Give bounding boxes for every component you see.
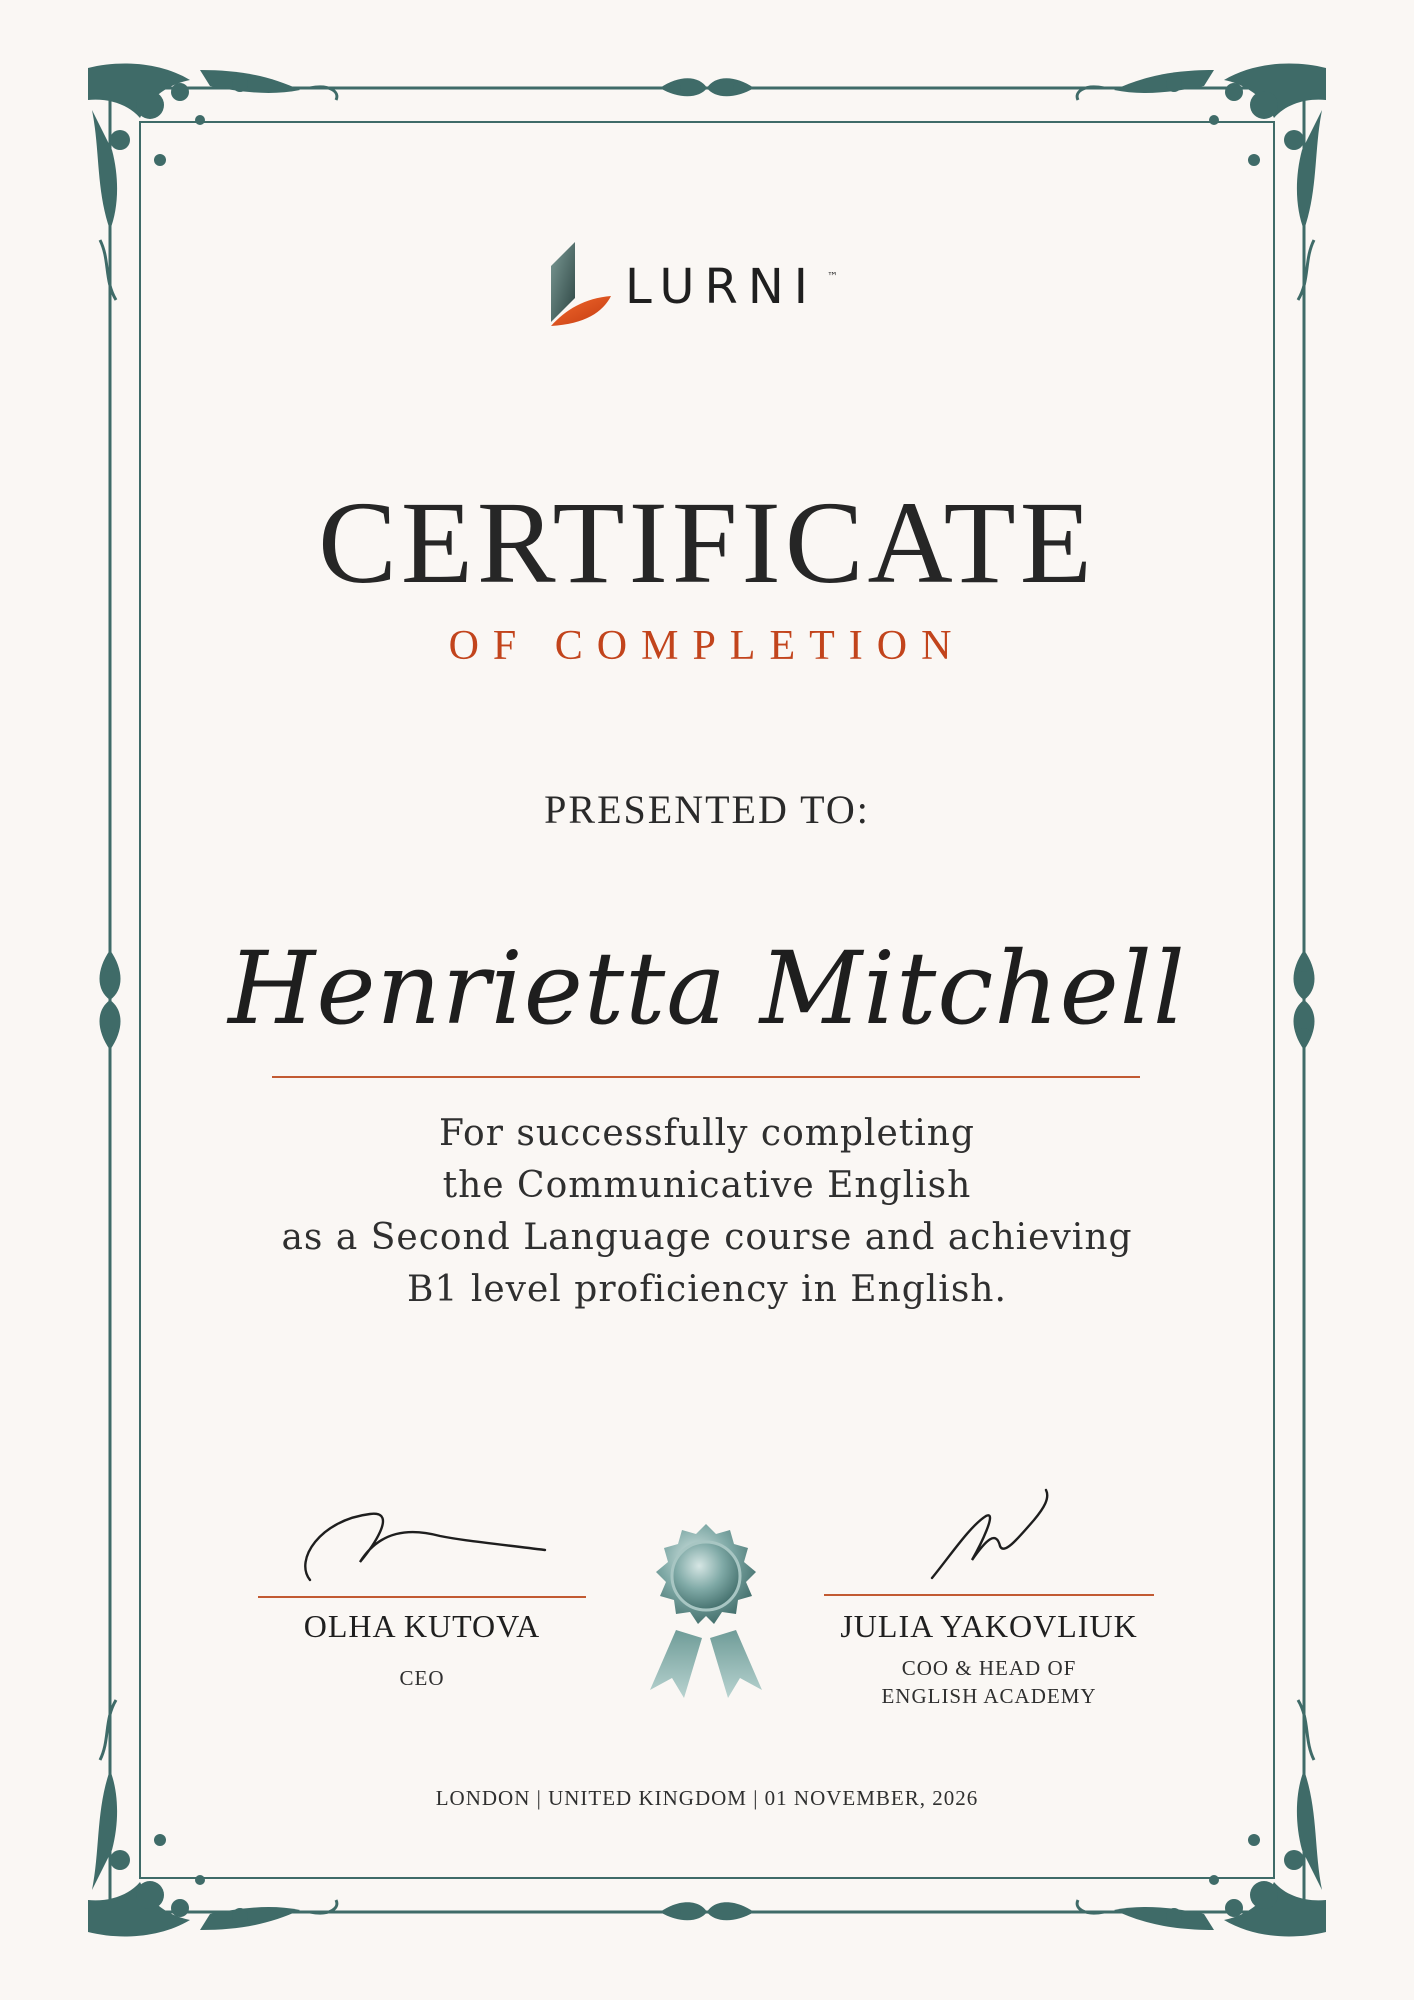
signature-line-right: [824, 1594, 1154, 1596]
certificate-subtitle: OF COMPLETION: [448, 623, 966, 669]
certificate-description: [0, 1108, 1414, 1316]
lurni-leaf-logo-icon: [545, 240, 615, 330]
signatory-role-left: CEO: [399, 1666, 445, 1690]
brand-name: LURNI: [625, 259, 818, 315]
description-line: the Communicative English: [442, 1165, 972, 1206]
signature-olha-kutova: [290, 1500, 550, 1590]
signatory-name-left: OLHA KUTOVA: [303, 1608, 541, 1644]
description-line: For successfully completing: [439, 1113, 975, 1154]
brand-logo: [545, 240, 845, 330]
trademark-mark: ™: [827, 270, 838, 283]
award-seal-ribbon-icon: [636, 1520, 776, 1700]
signature-line-left: [258, 1596, 586, 1598]
recipient-name: Henrietta Mitchell: [228, 930, 1186, 1047]
description-line: as a Second Language course and achieving: [281, 1217, 1133, 1258]
signatory-name-right: JULIA YAKOVLIUK: [840, 1608, 1138, 1644]
description-line: B1 level proficiency in English.: [407, 1269, 1007, 1310]
location-date-footer: LONDON | UNITED KINGDOM | 01 NOVEMBER, 2026: [435, 1786, 979, 1810]
presented-to-label: PRESENTED TO:: [544, 787, 870, 832]
role-line: COO & HEAD OF: [901, 1656, 1077, 1680]
signatory-role-right: [824, 1654, 1154, 1710]
floral-corner-ornament-icon: [88, 64, 337, 300]
signature-julia-yakovliuk: [920, 1486, 1060, 1586]
recipient-underline: [272, 1076, 1140, 1078]
role-line: ENGLISH ACADEMY: [881, 1684, 1097, 1708]
certificate-title: CERTIFICATE: [318, 477, 1096, 608]
